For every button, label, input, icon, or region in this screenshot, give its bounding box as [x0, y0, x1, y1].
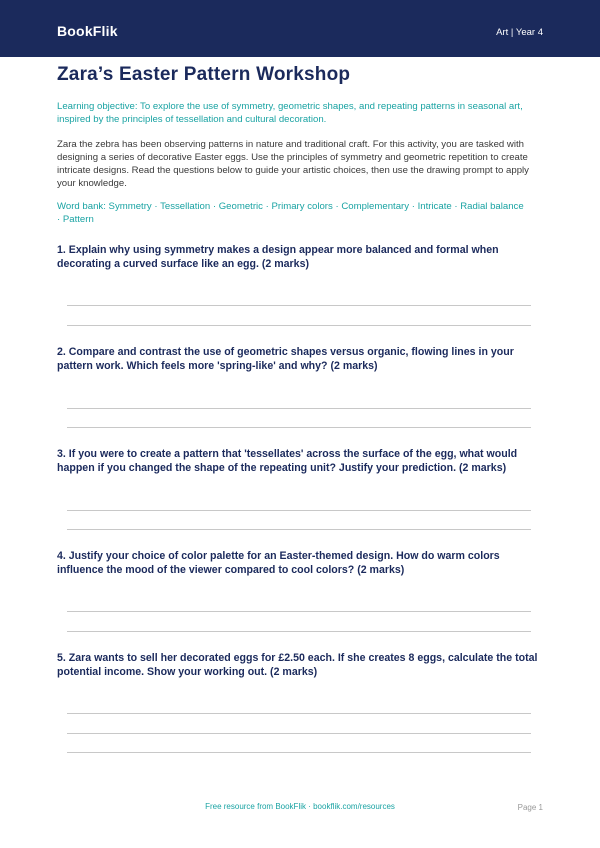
answer-line[interactable] — [67, 529, 531, 530]
answer-line[interactable] — [67, 305, 531, 306]
word-bank: Word bank: Symmetry · Tessellation · Geometric · Primary colors · Complementary · Intricate · Radial balance · Pattern — [57, 201, 524, 225]
page-number: Page 1 — [517, 803, 543, 812]
page-title: Zara’s Easter Pattern Workshop — [57, 64, 351, 85]
question-5: 5. Zara wants to sell her decorated eggs for £2.50 each. If she creates 8 eggs, calculate the total potential income. Show your working out. (2 marks) — [57, 652, 538, 678]
footer-credit: Free resource from BookFlik · bookflik.com/resources — [205, 802, 395, 811]
answer-line[interactable] — [67, 611, 531, 612]
learning-objective: Learning objective: To explore the use of symmetry, geometric shapes, and repeating patterns in seasonal art, inspired by the principles of tessellation and cultural decoration. — [57, 101, 523, 125]
answer-line[interactable] — [67, 733, 531, 734]
answer-line[interactable] — [67, 713, 531, 714]
answer-line[interactable] — [67, 408, 531, 409]
answer-line[interactable] — [67, 325, 531, 326]
intro-paragraph: Zara the zebra has been observing patterns in nature and traditional craft. For this activity, you are tasked with designing a series of decorative Easter eggs. Use the principles of symmetry and geometric repetition to create intricate designs. Read the questions below to guide your artistic choices, then use the drawing prompt to apply your knowledge. — [57, 139, 529, 189]
question-1: 1. Explain why using symmetry makes a design appear more balanced and formal when decorating a curved surface like an egg. (2 marks) — [57, 244, 499, 270]
question-3: 3. If you were to create a pattern that 'tessellates' across the surface of the egg, what would happen if you changed the shape of the repeating unit? Justify your prediction. (2 marks) — [57, 448, 518, 474]
question-2: 2. Compare and contrast the use of geometric shapes versus organic, flowing lines in your pattern work. Which feels more 'spring-like' and why? (2 marks) — [57, 346, 514, 372]
answer-line[interactable] — [67, 631, 531, 632]
subject-year-label: Art | Year 4 — [496, 27, 543, 38]
brand-logo-text: BookFlik — [57, 23, 118, 39]
header-bar — [0, 0, 600, 57]
question-4: 4. Justify your choice of color palette for an Easter-themed design. How do warm colors influence the mood of the viewer compared to cool colors? (2 marks) — [57, 550, 500, 576]
answer-line[interactable] — [67, 510, 531, 511]
answer-line[interactable] — [67, 752, 531, 753]
answer-line[interactable] — [67, 427, 531, 428]
